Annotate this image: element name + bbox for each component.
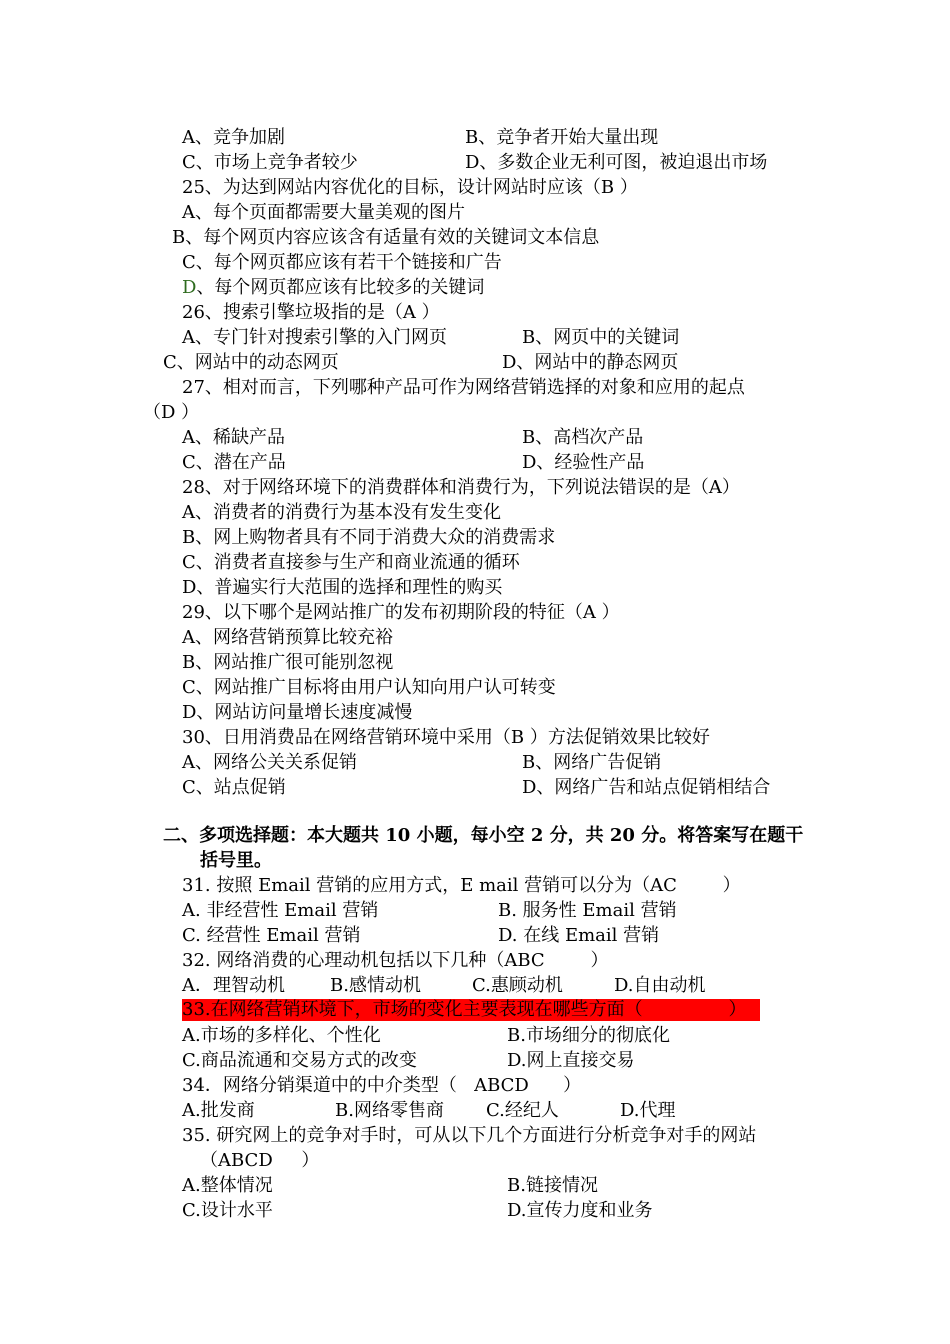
q26-options-row-2 (0, 350, 679, 375)
option-b: B. 服务性 Email 营销 (498, 900, 677, 921)
option-d: D.网上直接交易 (507, 1050, 635, 1071)
q24-options-row-1 (0, 125, 659, 150)
section-heading (0, 823, 804, 848)
option-c: C.经纪人 (486, 1100, 559, 1121)
q29-option-b (0, 650, 394, 675)
option-b: B、网页中的关键词 (522, 327, 680, 348)
question-text: 35. 研究网上的竞争对手时，可从以下几个方面进行分析竞争对手的网站 (182, 1125, 757, 1146)
section-heading-text: 二、多项选择题：本大题共 10 小题，每小空 2 分，共 20 分。将答案写在题干 (163, 825, 804, 846)
q25-option-c (0, 250, 502, 275)
q28-option-a (0, 500, 501, 525)
option-b: B、网络广告促销 (522, 752, 662, 773)
option-text: D、普遍实行大范围的选择和理性的购买 (182, 577, 503, 598)
option-text: A、消费者的消费行为基本没有发生变化 (182, 502, 501, 523)
option-c: C.商品流通和交易方式的改变 (182, 1050, 417, 1071)
q31-options-row-2 (0, 923, 660, 948)
option-b: B、竞争者开始大量出现 (465, 127, 659, 148)
question-26 (0, 300, 440, 325)
q27-options-row-1 (0, 425, 644, 450)
question-25 (0, 175, 638, 200)
q30-options-row-1 (0, 750, 662, 775)
option-c: C、潜在产品 (182, 452, 286, 473)
q35-options-row-2 (0, 1198, 653, 1223)
option-text: C、消费者直接参与生产和商业流通的循环 (182, 552, 520, 573)
question-35 (0, 1123, 757, 1148)
option-c: C、市场上竞争者较少 (182, 152, 358, 173)
question-text: 34．网络分销渠道中的中介类型（ ABCD ） (182, 1075, 582, 1096)
option-a: A. 非经营性 Email 营销 (182, 900, 379, 921)
q34-options (0, 1098, 676, 1123)
q25-option-b (0, 225, 600, 250)
question-28 (0, 475, 740, 500)
answer-text: （ABCD ） (200, 1150, 320, 1171)
q29-option-d (0, 700, 413, 725)
option-b: B.感情动机 (330, 975, 421, 996)
option-b: B、高档次产品 (522, 427, 644, 448)
q27-options-row-2 (0, 450, 645, 475)
option-d: D. 在线 Email 营销 (498, 925, 660, 946)
option-body: 、每个网页都应该有比较多的关键词 (196, 277, 485, 298)
option-text: B、每个网页内容应该含有适量有效的关键词文本信息 (172, 227, 600, 248)
q29-option-a (0, 625, 393, 650)
question-33 (0, 998, 747, 1023)
q32-options (0, 973, 706, 998)
option-a: A.市场的多样化、个性化 (182, 1025, 381, 1046)
option-d: D、网站中的静态网页 (502, 352, 679, 373)
section-heading-text: 括号里。 (200, 850, 272, 871)
q28-option-b (0, 525, 556, 550)
answer-text: （D ） (143, 402, 200, 423)
option-a: A、专门针对搜索引擎的入门网页 (182, 327, 447, 348)
question-text: 27、相对而言，下列哪种产品可作为网络营销选择的对象和应用的起点 (182, 377, 745, 398)
q30-options-row-2 (0, 775, 771, 800)
option-b: B.网络零售商 (335, 1100, 444, 1121)
section-heading-cont (0, 848, 272, 873)
option-c: C.惠顾动机 (472, 975, 563, 996)
highlighted-question-text: 33.在网络营销环境下，市场的变化主要表现在哪些方面（ ） (182, 999, 760, 1021)
option-a: A、竞争加剧 (182, 127, 285, 148)
option-text (182, 275, 484, 300)
question-text: 31. 按照 Email 营销的应用方式，E mail 营销可以分为（AC ） (182, 875, 741, 896)
option-d: D、经验性产品 (522, 452, 645, 473)
option-text: D、网站访问量增长速度减慢 (182, 702, 413, 723)
option-c: C、网站中的动态网页 (163, 352, 339, 373)
question-30 (0, 725, 710, 750)
option-d: D.代理 (620, 1100, 676, 1121)
question-text: 29、以下哪个是网站推广的发布初期阶段的特征（A ） (182, 602, 620, 623)
option-d: D、多数企业无利可图，被迫退出市场 (465, 152, 768, 173)
option-text: A、每个页面都需要大量美观的图片 (182, 202, 465, 223)
option-d: D.宣传力度和业务 (507, 1200, 653, 1221)
question-text: 28、对于网络环境下的消费群体和消费行为，下列说法错误的是（A） (182, 477, 740, 498)
question-32 (0, 948, 609, 973)
q33-options-row-2 (0, 1048, 635, 1073)
question-text: 32. 网络消费的心理动机包括以下几种（ABC ） (182, 950, 609, 971)
question-text: 30、日用消费品在网络营销环境中采用（B ）方法促销效果比较好 (182, 727, 710, 748)
option-b: B.链接情况 (507, 1175, 598, 1196)
question-text: 25、为达到网站内容优化的目标，设计网站时应该（B ） (182, 177, 638, 198)
option-c: C. 经营性 Email 营销 (182, 925, 361, 946)
option-text: B、网站推广很可能别忽视 (182, 652, 394, 673)
q25-option-d (0, 275, 485, 300)
question-text: 26、搜索引擎垃圾指的是（A ） (182, 302, 440, 323)
option-d: D.自由动机 (614, 975, 706, 996)
q28-option-d (0, 575, 503, 600)
question-27 (0, 375, 745, 400)
question-35-answer (0, 1148, 320, 1173)
option-a: A、稀缺产品 (182, 427, 285, 448)
option-c: C、站点促销 (182, 777, 286, 798)
question-29 (0, 600, 620, 625)
q31-options-row-1 (0, 898, 677, 923)
q24-options-row-2 (0, 150, 768, 175)
option-text: C、每个网页都应该有若干个链接和广告 (182, 252, 502, 273)
option-a: A.批发商 (182, 1100, 255, 1121)
option-text: B、网上购物者具有不同于消费大众的消费需求 (182, 527, 556, 548)
q26-options-row-1 (0, 325, 680, 350)
q29-option-c (0, 675, 556, 700)
q28-option-c (0, 550, 520, 575)
question-27-answer (0, 400, 200, 425)
question-34 (0, 1073, 582, 1098)
question-31 (0, 873, 741, 898)
option-b: B.市场细分的彻底化 (507, 1025, 670, 1046)
option-a: A.整体情况 (182, 1175, 273, 1196)
option-d: D、网络广告和站点促销相结合 (522, 777, 771, 798)
q35-options-row-1 (0, 1173, 598, 1198)
option-c: C.设计水平 (182, 1200, 273, 1221)
option-text: C、网站推广目标将由用户认知向用户认可转变 (182, 677, 556, 698)
option-text: A、网络营销预算比较充裕 (182, 627, 393, 648)
option-a: A．理智动机 (182, 975, 285, 996)
q25-option-a (0, 200, 465, 225)
option-letter: D (182, 277, 197, 298)
q33-options-row-1 (0, 1023, 670, 1048)
option-a: A、网络公关关系促销 (182, 752, 357, 773)
